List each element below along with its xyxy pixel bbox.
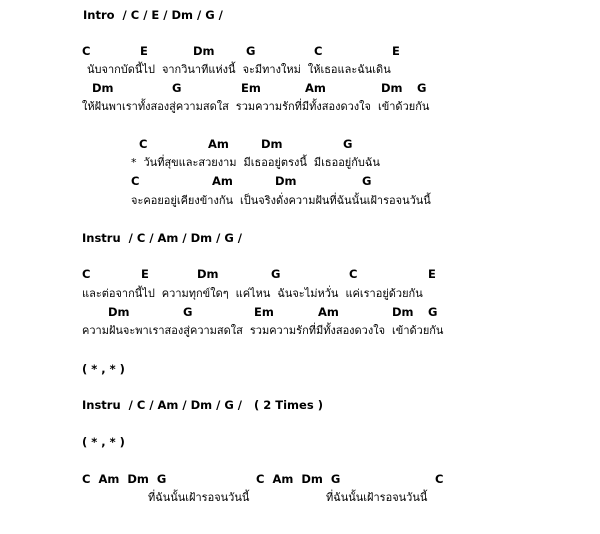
chord: G	[183, 305, 193, 319]
chord: Dm	[381, 81, 403, 95]
chord: Dm	[197, 267, 219, 281]
chord: G	[271, 267, 281, 281]
chord: Dm	[275, 174, 297, 188]
chord: C	[82, 267, 91, 281]
chord: Am	[208, 137, 229, 151]
instru-line-2: Instru / C / Am / Dm / G / ( 2 Times )	[82, 398, 323, 412]
repeat-marker-2: ( * , * )	[82, 435, 125, 449]
chord: Dm	[108, 305, 130, 319]
ending-lyric-2: ที่ฉันนั้นเฝ้ารอจนวันนี้	[326, 491, 428, 504]
chord: C	[314, 44, 323, 58]
chord: G	[417, 81, 427, 95]
chord: C	[349, 267, 358, 281]
ending-lyric-1: ที่ฉันนั้นเฝ้ารอจนวันนี้	[148, 491, 250, 504]
instru-line-1: Instru / C / Am / Dm / G /	[82, 231, 242, 245]
repeat-marker-1: ( * , * )	[82, 362, 125, 376]
verse2-lyric-1: และต่อจากนี้ไป ความทุกข์ใดๆ แค่ไหน ฉันจะไม่หวั่น แค่เราอยู่ด้วยกัน	[82, 287, 423, 300]
chord-group: C Am Dm G	[82, 472, 167, 486]
chorus-lyric-1: * วันที่สุขและสวยงาม มีเธออยู่ตรงนี้ มีเธออยู่กับฉัน	[131, 156, 380, 169]
chord: Am	[318, 305, 339, 319]
verse1-lyric-1: นับจากบัดนี้ไป จากวินาทีแห่งนี้ จะมีทางใหม่ ให้เธอและฉันเดิน	[87, 63, 391, 76]
chord: Am	[212, 174, 233, 188]
chord: G	[172, 81, 182, 95]
chord: Dm	[92, 81, 114, 95]
chord: E	[140, 44, 148, 58]
chord: C	[82, 44, 91, 58]
chorus-lyric-2: จะคอยอยู่เคียงข้างกัน เป็นจริงดั่งความฝันที่ฉันนั้นเฝ้ารอจนวันนี้	[131, 194, 431, 207]
chord: Am	[305, 81, 326, 95]
chord: Dm	[193, 44, 215, 58]
chord: C	[139, 137, 148, 151]
chord: Dm	[392, 305, 414, 319]
chord: G	[246, 44, 256, 58]
chord: G	[343, 137, 353, 151]
chord: Em	[241, 81, 261, 95]
verse2-lyric-2: ความฝันจะพาเราสองสู่ความสดใส รวมความรักที่มีทั้งสองดวงใจ เข้าด้วยกัน	[82, 324, 444, 337]
chord: E	[392, 44, 400, 58]
chord: C	[435, 472, 444, 486]
chord: G	[428, 305, 438, 319]
chord: G	[362, 174, 372, 188]
chord: E	[428, 267, 436, 281]
intro-line: Intro / C / E / Dm / G /	[83, 8, 223, 22]
chord-group: C Am Dm G	[256, 472, 341, 486]
chord: Dm	[261, 137, 283, 151]
chord: Em	[254, 305, 274, 319]
chord: E	[141, 267, 149, 281]
chord: C	[131, 174, 140, 188]
verse1-lyric-2: ให้ฝันพาเราทั้งสองสู่ความสดใส รวมความรักที่มีทั้งสองดวงใจ เข้าด้วยกัน	[82, 100, 430, 113]
